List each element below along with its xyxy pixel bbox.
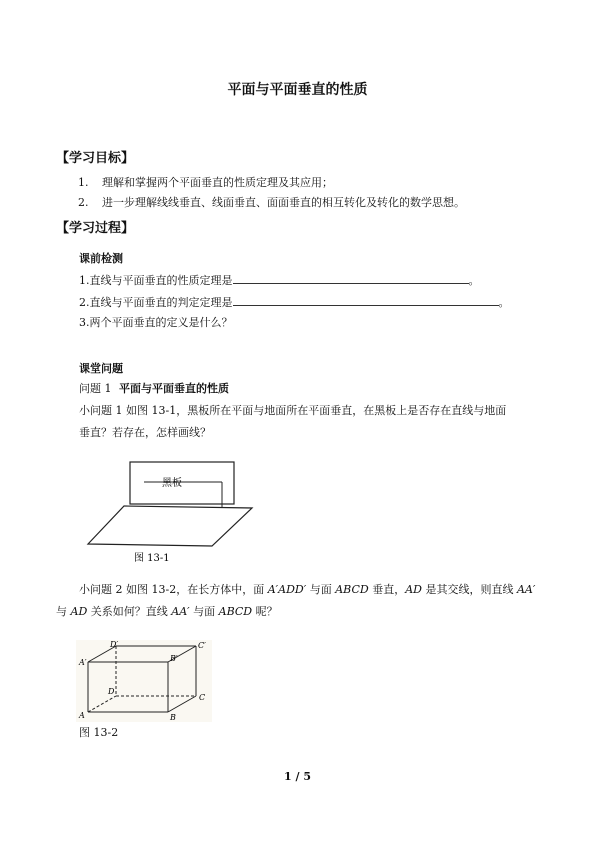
plane-name: ABCD	[335, 583, 369, 596]
vertex-label: A′	[79, 658, 87, 667]
plane-name: ABCD	[218, 605, 253, 618]
question-text: 1.直线与平面垂直的性质定理是	[79, 274, 233, 287]
classroom-title: 课堂问题	[79, 362, 123, 375]
vertex-label: D	[108, 687, 115, 696]
figure-background	[76, 640, 212, 722]
answer-blank	[233, 272, 469, 284]
vertex-label: A	[79, 711, 85, 720]
line-name: AD	[405, 583, 422, 596]
question-text: 2.直线与平面垂直的判定定理是	[79, 296, 233, 309]
blackboard-shape	[130, 462, 234, 504]
answer-blank	[233, 294, 499, 306]
sub-question-2-line-2	[56, 605, 278, 619]
plane-name: A′ADD′	[267, 583, 307, 596]
problem-1-heading	[79, 382, 229, 396]
floor-plane	[88, 506, 252, 546]
text-segment: 与	[56, 605, 71, 618]
pretest-question-1	[79, 272, 480, 288]
goal-item-text: 进一步理解线线垂直、线面垂直、面面垂直的相互转化及转化的数学思想。	[102, 196, 465, 209]
pretest-title: 课前检测	[79, 252, 123, 265]
learning-process-heading: 【学习过程】	[56, 221, 135, 236]
line-name: AA′	[516, 583, 536, 596]
figure-13-2	[76, 640, 212, 722]
goal-item-2	[78, 196, 465, 210]
text-segment: 与面	[189, 605, 219, 618]
goal-item-1	[78, 176, 333, 190]
sub-question-1-line-1: 小问题 1 如图 13-1，黑板所在平面与地面所在平面垂直，在黑板上是否存在直线与地面	[79, 404, 507, 417]
pretest-question-2	[79, 294, 510, 310]
figure-13-1	[84, 458, 254, 568]
line-name: AA′	[171, 605, 190, 618]
text-segment: 与面	[306, 583, 336, 596]
sub-question-2-line-1	[79, 583, 535, 597]
goal-item-number: 2.	[78, 196, 89, 209]
vertex-label: C′	[198, 641, 206, 650]
question-end: 。	[468, 274, 480, 287]
vertex-label: C	[199, 693, 206, 702]
line-name: AD	[70, 605, 88, 618]
text-segment: 小问题 2 如图 13-2，在长方体中，面	[79, 583, 268, 596]
learning-goals-heading: 【学习目标】	[56, 151, 135, 166]
figure-13-2-caption: 图 13-2	[79, 726, 119, 739]
problem-prefix: 问题 1	[79, 382, 112, 395]
goal-item-number: 1.	[78, 176, 89, 189]
goal-item-text: 理解和掌握两个平面垂直的性质定理及其应用；	[102, 176, 333, 189]
page-title: 平面与平面垂直的性质	[227, 82, 368, 98]
vertex-label: B′	[170, 654, 178, 663]
question-end: 。	[498, 296, 510, 309]
text-segment: 是其交线，则直线	[421, 583, 517, 596]
text-segment: 垂直，	[368, 583, 406, 596]
text-segment: 呢？	[252, 605, 278, 618]
vertex-label: D′	[110, 640, 119, 649]
page-number: 1 / 5	[284, 770, 311, 783]
problem-title: 平面与平面垂直的性质	[119, 382, 229, 395]
sub-question-1-line-2: 垂直？若存在，怎样画线？	[79, 426, 211, 439]
vertex-label: B	[170, 713, 176, 722]
blackboard-label: 黑板	[162, 478, 182, 489]
text-segment: 关系如何？直线	[87, 605, 172, 618]
pretest-question-3: 3.两个平面垂直的定义是什么？	[79, 316, 233, 329]
figure-13-1-caption: 图 13-1	[134, 553, 170, 564]
